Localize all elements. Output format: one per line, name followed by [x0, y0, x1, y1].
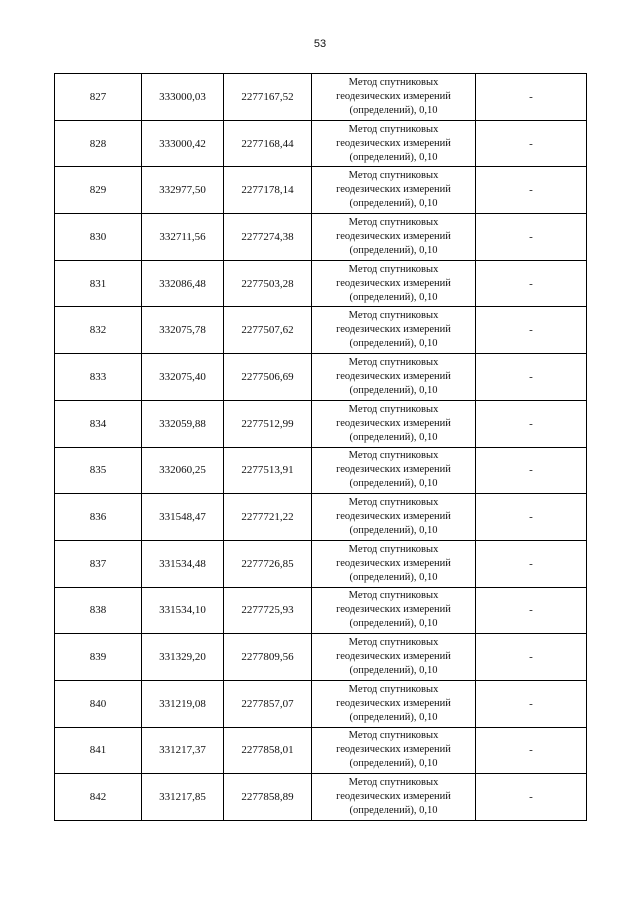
x-coordinate-cell: 331329,20 — [142, 634, 224, 681]
description-cell: - — [476, 354, 587, 401]
method-line: Метод спутниковых — [348, 777, 439, 789]
point-number-cell: 828 — [55, 120, 142, 167]
description-cell: - — [476, 727, 587, 774]
description-cell: - — [476, 447, 587, 494]
y-coordinate-cell: 2277274,38 — [224, 214, 312, 261]
point-number-cell: 839 — [55, 634, 142, 681]
y-coordinate-cell: 2277858,01 — [224, 727, 312, 774]
method-line: Метод спутниковых — [348, 450, 439, 462]
page-number: 53 — [313, 38, 327, 50]
y-coordinate-cell: 2277507,62 — [224, 307, 312, 354]
description-cell: - — [476, 494, 587, 541]
method-line: (определений), 0,10 — [349, 244, 438, 256]
y-coordinate-cell: 2277167,52 — [224, 74, 312, 121]
y-coordinate-cell: 2277168,44 — [224, 120, 312, 167]
method-cell — [312, 494, 476, 541]
point-number-cell: 842 — [55, 774, 142, 821]
method-line: (определений), 0,10 — [349, 665, 438, 677]
method-line: (определений), 0,10 — [349, 525, 438, 537]
method-cell — [312, 634, 476, 681]
point-number-cell: 827 — [55, 74, 142, 121]
x-coordinate-cell: 332075,40 — [142, 354, 224, 401]
point-number-cell: 837 — [55, 540, 142, 587]
method-line: (определений), 0,10 — [349, 805, 438, 817]
point-number-cell: 832 — [55, 307, 142, 354]
description-cell: - — [476, 400, 587, 447]
method-line: геодезических измерений — [336, 511, 451, 523]
point-number-cell: 831 — [55, 260, 142, 307]
table-row — [55, 167, 587, 214]
x-coordinate-cell: 331534,48 — [142, 540, 224, 587]
method-cell — [312, 727, 476, 774]
method-cell — [312, 354, 476, 401]
method-cell — [312, 400, 476, 447]
point-number-cell: 836 — [55, 494, 142, 541]
table-row — [55, 727, 587, 774]
method-line: Метод спутниковых — [348, 590, 439, 602]
method-line: Метод спутниковых — [348, 76, 439, 88]
point-number-cell: 835 — [55, 447, 142, 494]
y-coordinate-cell: 2277721,22 — [224, 494, 312, 541]
x-coordinate-cell: 332075,78 — [142, 307, 224, 354]
point-number-cell: 834 — [55, 400, 142, 447]
description-cell: - — [476, 120, 587, 167]
description-cell: - — [476, 540, 587, 587]
method-cell — [312, 260, 476, 307]
point-number-cell: 841 — [55, 727, 142, 774]
method-line: (определений), 0,10 — [349, 291, 438, 303]
method-line: Метод спутниковых — [348, 730, 439, 742]
method-line: (определений), 0,10 — [349, 198, 438, 210]
y-coordinate-cell: 2277809,56 — [224, 634, 312, 681]
point-number-cell: 838 — [55, 587, 142, 634]
description-cell: - — [476, 260, 587, 307]
y-coordinate-cell: 2277857,07 — [224, 680, 312, 727]
x-coordinate-cell: 331534,10 — [142, 587, 224, 634]
method-line: (определений), 0,10 — [349, 618, 438, 630]
y-coordinate-cell: 2277178,14 — [224, 167, 312, 214]
table-row — [55, 774, 587, 821]
description-cell: - — [476, 167, 587, 214]
y-coordinate-cell: 2277503,28 — [224, 260, 312, 307]
x-coordinate-cell: 332059,88 — [142, 400, 224, 447]
table-row — [55, 120, 587, 167]
table-row — [55, 354, 587, 401]
method-line: геодезических измерений — [336, 230, 451, 242]
description-cell: - — [476, 680, 587, 727]
table-body — [55, 74, 587, 821]
method-line: Метод спутниковых — [348, 123, 439, 135]
method-cell — [312, 680, 476, 727]
method-cell — [312, 120, 476, 167]
method-line: (определений), 0,10 — [349, 151, 438, 163]
x-coordinate-cell: 332711,56 — [142, 214, 224, 261]
point-number-cell: 833 — [55, 354, 142, 401]
method-cell — [312, 447, 476, 494]
method-cell — [312, 214, 476, 261]
table-row — [55, 494, 587, 541]
description-cell: - — [476, 74, 587, 121]
x-coordinate-cell: 332977,50 — [142, 167, 224, 214]
method-line: геодезических измерений — [336, 604, 451, 616]
method-line: геодезических измерений — [336, 277, 451, 289]
method-line: (определений), 0,10 — [349, 571, 438, 583]
table-row — [55, 307, 587, 354]
method-line: геодезических измерений — [336, 791, 451, 803]
description-cell: - — [476, 774, 587, 821]
x-coordinate-cell: 331217,37 — [142, 727, 224, 774]
method-line: Метод спутниковых — [348, 263, 439, 275]
method-line: Метод спутниковых — [348, 543, 439, 555]
y-coordinate-cell: 2277512,99 — [224, 400, 312, 447]
y-coordinate-cell: 2277725,93 — [224, 587, 312, 634]
method-line: Метод спутниковых — [348, 216, 439, 228]
x-coordinate-cell: 332060,25 — [142, 447, 224, 494]
method-line: геодезических измерений — [336, 137, 451, 149]
x-coordinate-cell: 331217,85 — [142, 774, 224, 821]
method-line: (определений), 0,10 — [349, 338, 438, 350]
table-row — [55, 540, 587, 587]
y-coordinate-cell: 2277726,85 — [224, 540, 312, 587]
method-line: геодезических измерений — [336, 651, 451, 663]
method-line: геодезических измерений — [336, 417, 451, 429]
method-line: (определений), 0,10 — [349, 431, 438, 443]
method-line: геодезических измерений — [336, 697, 451, 709]
x-coordinate-cell: 331219,08 — [142, 680, 224, 727]
point-number-cell: 830 — [55, 214, 142, 261]
method-line: Метод спутниковых — [348, 310, 439, 322]
x-coordinate-cell: 332086,48 — [142, 260, 224, 307]
method-line: Метод спутниковых — [348, 683, 439, 695]
point-number-cell: 829 — [55, 167, 142, 214]
table-row — [55, 74, 587, 121]
x-coordinate-cell: 333000,42 — [142, 120, 224, 167]
table-row — [55, 260, 587, 307]
method-line: геодезических измерений — [336, 324, 451, 336]
method-line: Метод спутниковых — [348, 637, 439, 649]
method-cell — [312, 307, 476, 354]
method-line: геодезических измерений — [336, 90, 451, 102]
method-line: (определений), 0,10 — [349, 104, 438, 116]
description-cell: - — [476, 587, 587, 634]
method-line: Метод спутниковых — [348, 356, 439, 368]
description-cell: - — [476, 634, 587, 681]
method-line: геодезических измерений — [336, 464, 451, 476]
y-coordinate-cell: 2277858,89 — [224, 774, 312, 821]
coordinates-table — [54, 73, 587, 821]
x-coordinate-cell: 331548,47 — [142, 494, 224, 541]
description-cell: - — [476, 214, 587, 261]
method-cell — [312, 167, 476, 214]
method-cell — [312, 774, 476, 821]
table-row — [55, 680, 587, 727]
method-line: геодезических измерений — [336, 557, 451, 569]
table-row — [55, 447, 587, 494]
method-line: геодезических измерений — [336, 184, 451, 196]
method-cell — [312, 587, 476, 634]
table-row — [55, 587, 587, 634]
method-line: Метод спутниковых — [348, 170, 439, 182]
y-coordinate-cell: 2277513,91 — [224, 447, 312, 494]
table-row — [55, 214, 587, 261]
method-line: (определений), 0,10 — [349, 711, 438, 723]
table-row — [55, 400, 587, 447]
method-cell — [312, 540, 476, 587]
description-cell: - — [476, 307, 587, 354]
method-line: (определений), 0,10 — [349, 384, 438, 396]
method-line: (определений), 0,10 — [349, 478, 438, 490]
method-line: Метод спутниковых — [348, 497, 439, 509]
method-line: (определений), 0,10 — [349, 758, 438, 770]
x-coordinate-cell: 333000,03 — [142, 74, 224, 121]
method-line: геодезических измерений — [336, 744, 451, 756]
y-coordinate-cell: 2277506,69 — [224, 354, 312, 401]
method-line: Метод спутниковых — [348, 403, 439, 415]
method-line: геодезических измерений — [336, 370, 451, 382]
point-number-cell: 840 — [55, 680, 142, 727]
method-cell — [312, 74, 476, 121]
table-row — [55, 634, 587, 681]
